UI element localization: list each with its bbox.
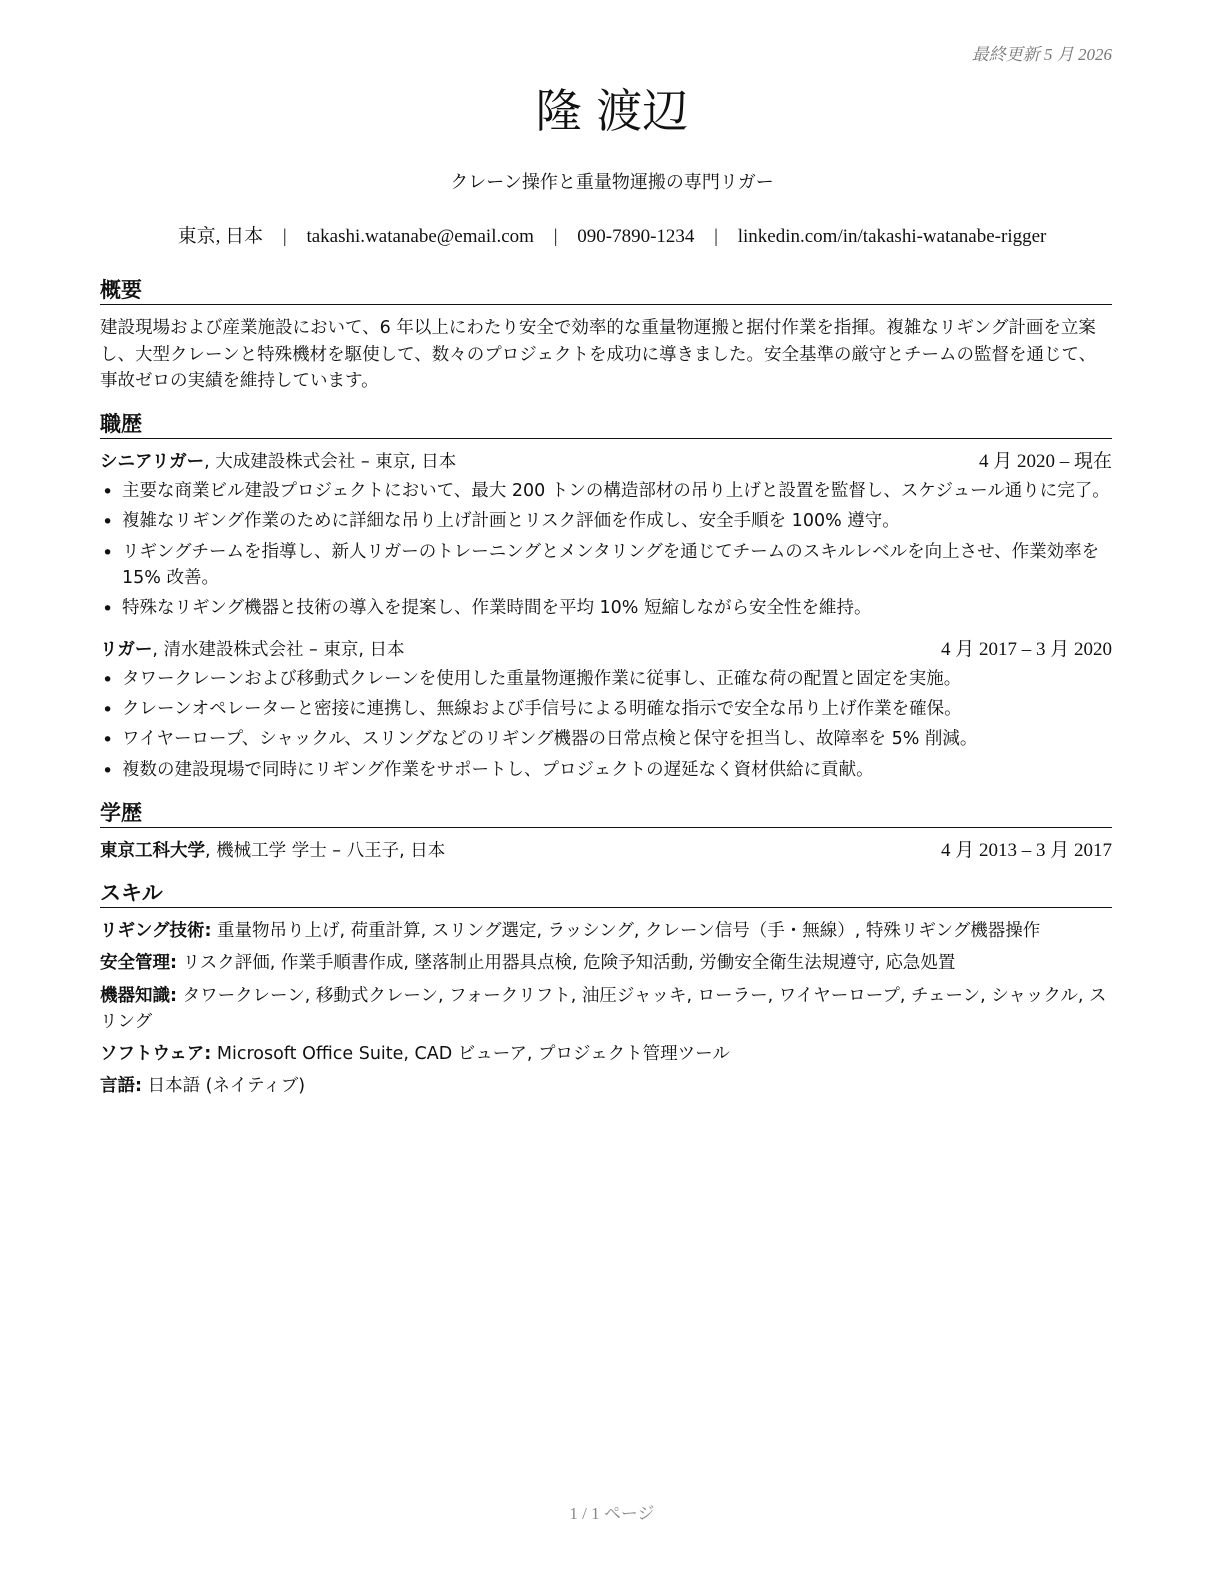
skill-text: タワークレーン, 移動式クレーン, フォークリフト, 油圧ジャッキ, ローラー, ワイヤーロープ, チェーン, シャックル, スリング <box>100 985 1107 1032</box>
education-entry <box>100 838 1112 865</box>
section-title-summary: 概要 <box>100 276 1112 305</box>
skill-label: 言語: <box>100 1076 142 1097</box>
section-title-skills: スキル <box>100 879 1112 908</box>
skill-line <box>100 918 1112 944</box>
skill-label: 安全管理: <box>100 953 177 974</box>
skill-line <box>100 950 1112 976</box>
section-title-experience: 職歴 <box>100 410 1112 439</box>
job-date: 4 月 2020 – 現在 <box>978 451 1112 473</box>
contact-email[interactable]: takashi.watanabe@email.com <box>306 226 534 247</box>
section-title-education: 学歴 <box>100 799 1112 828</box>
resume-content <box>100 276 1112 1106</box>
job-bullet: • 特殊なリギング機器と技術の導入を提案し、作業時間を平均 10% 短縮しながら安全性を維持。 <box>100 595 1112 621</box>
job-entry <box>100 449 1112 621</box>
job-bullet: • ワイヤーロープ、シャックル、スリングなどのリギング機器の日常点検と保守を担当し、故障率を 5% 削減。 <box>100 726 1112 752</box>
job-bullet: • タワークレーンおよび移動式クレーンを使用した重量物運搬作業に従事し、正確な荷の配置と固定を実施。 <box>100 666 1112 692</box>
skill-text: リスク評価, 作業手順書作成, 墜落制止用器具点検, 危険予知活動, 労働安全衛生法規遵守, 応急処置 <box>177 953 956 974</box>
tagline: クレーン操作と重量物運搬の専門リガー <box>450 172 774 193</box>
job-bullet: • リギングチームを指導し、新人リガーのトレーニングとメンタリングを通じてチームのスキルレベルを向上させ、作業効率を 15% 改善。 <box>100 539 1112 592</box>
job-header <box>100 637 1112 664</box>
job-entry <box>100 637 1112 783</box>
skill-text: 日本語 (ネイティブ) <box>142 1076 306 1097</box>
contact-separator: | <box>282 226 287 247</box>
job-role: リガー <box>100 640 153 661</box>
candidate-name: 隆 渡辺 <box>535 84 689 138</box>
contact-linkedin[interactable]: linkedin.com/in/takashi-watanabe-rigger <box>737 226 1047 247</box>
job-header <box>100 449 1112 476</box>
contact-separator: | <box>553 226 558 247</box>
last-updated: 最終更新 5 月 2026 <box>971 45 1112 64</box>
summary-text: 建設現場および産業施設において、6 年以上にわたり安全で効率的な重量物運搬と据付作業を指揮。複雑なリギング計画を立案し、大型クレーンと特殊機材を駆使して、数々のプロジェクトを成功に導きました。安全基準の厳守とチームの監督を通じて、事故ゼロの実績を維持しています。 <box>100 318 1097 391</box>
education-school: 東京工科大学 <box>100 841 205 862</box>
education-title-line <box>100 839 445 864</box>
skill-line <box>100 1041 1112 1067</box>
job-role: シニアリガー <box>100 452 205 473</box>
contact-separator: | <box>714 226 718 247</box>
job-bullet: • 主要な商業ビル建設プロジェクトにおいて、最大 200 トンの構造部材の吊り上げと設置を監督し、スケジュール通りに完了。 <box>100 478 1112 504</box>
job-bullet: • 複数の建設現場で同時にリギング作業をサポートし、プロジェクトの遅延なく資材供給に貢献。 <box>100 757 1112 783</box>
job-date: 4 月 2017 – 3 月 2020 <box>940 639 1112 661</box>
job-org: , 大成建設株式会社 – 東京, 日本 <box>204 452 457 473</box>
skill-text: 重量物吊り上げ, 荷重計算, スリング選定, ラッシング, クレーン信号（手・無線）, 特殊リギング機器操作 <box>211 921 1041 942</box>
skill-label: ソフトウェア: <box>100 1044 212 1065</box>
skill-line <box>100 983 1112 1036</box>
contact-line <box>0 224 1224 251</box>
skill-line <box>100 1073 1112 1099</box>
job-bullets <box>100 478 1112 621</box>
education-date: 4 月 2013 – 3 月 2017 <box>940 840 1112 862</box>
skill-text: Microsoft Office Suite, CAD ビューア, プロジェクト管理ツール <box>211 1044 730 1065</box>
job-title-line <box>100 638 404 663</box>
job-bullets <box>100 666 1112 783</box>
skill-label: 機器知識: <box>100 985 177 1006</box>
contact-phone[interactable]: 090-7890-1234 <box>577 226 695 247</box>
job-bullet: • クレーンオペレーターと密接に連携し、無線および手信号による明確な指示で安全な吊り上げ作業を確保。 <box>100 696 1112 722</box>
job-title-line <box>100 450 456 475</box>
contact-location: 東京, 日本 <box>177 226 264 247</box>
education-detail: , 機械工学 学士 – 八王子, 日本 <box>205 841 446 862</box>
job-org: , 清水建設株式会社 – 東京, 日本 <box>152 640 405 661</box>
page-number: 1 / 1 ページ <box>569 1504 655 1523</box>
skill-label: リギング技術: <box>100 921 212 942</box>
job-bullet: • 複雑なリギング作業のために詳細な吊り上げ計画とリスク評価を作成し、安全手順を 100% 遵守。 <box>100 508 1112 534</box>
